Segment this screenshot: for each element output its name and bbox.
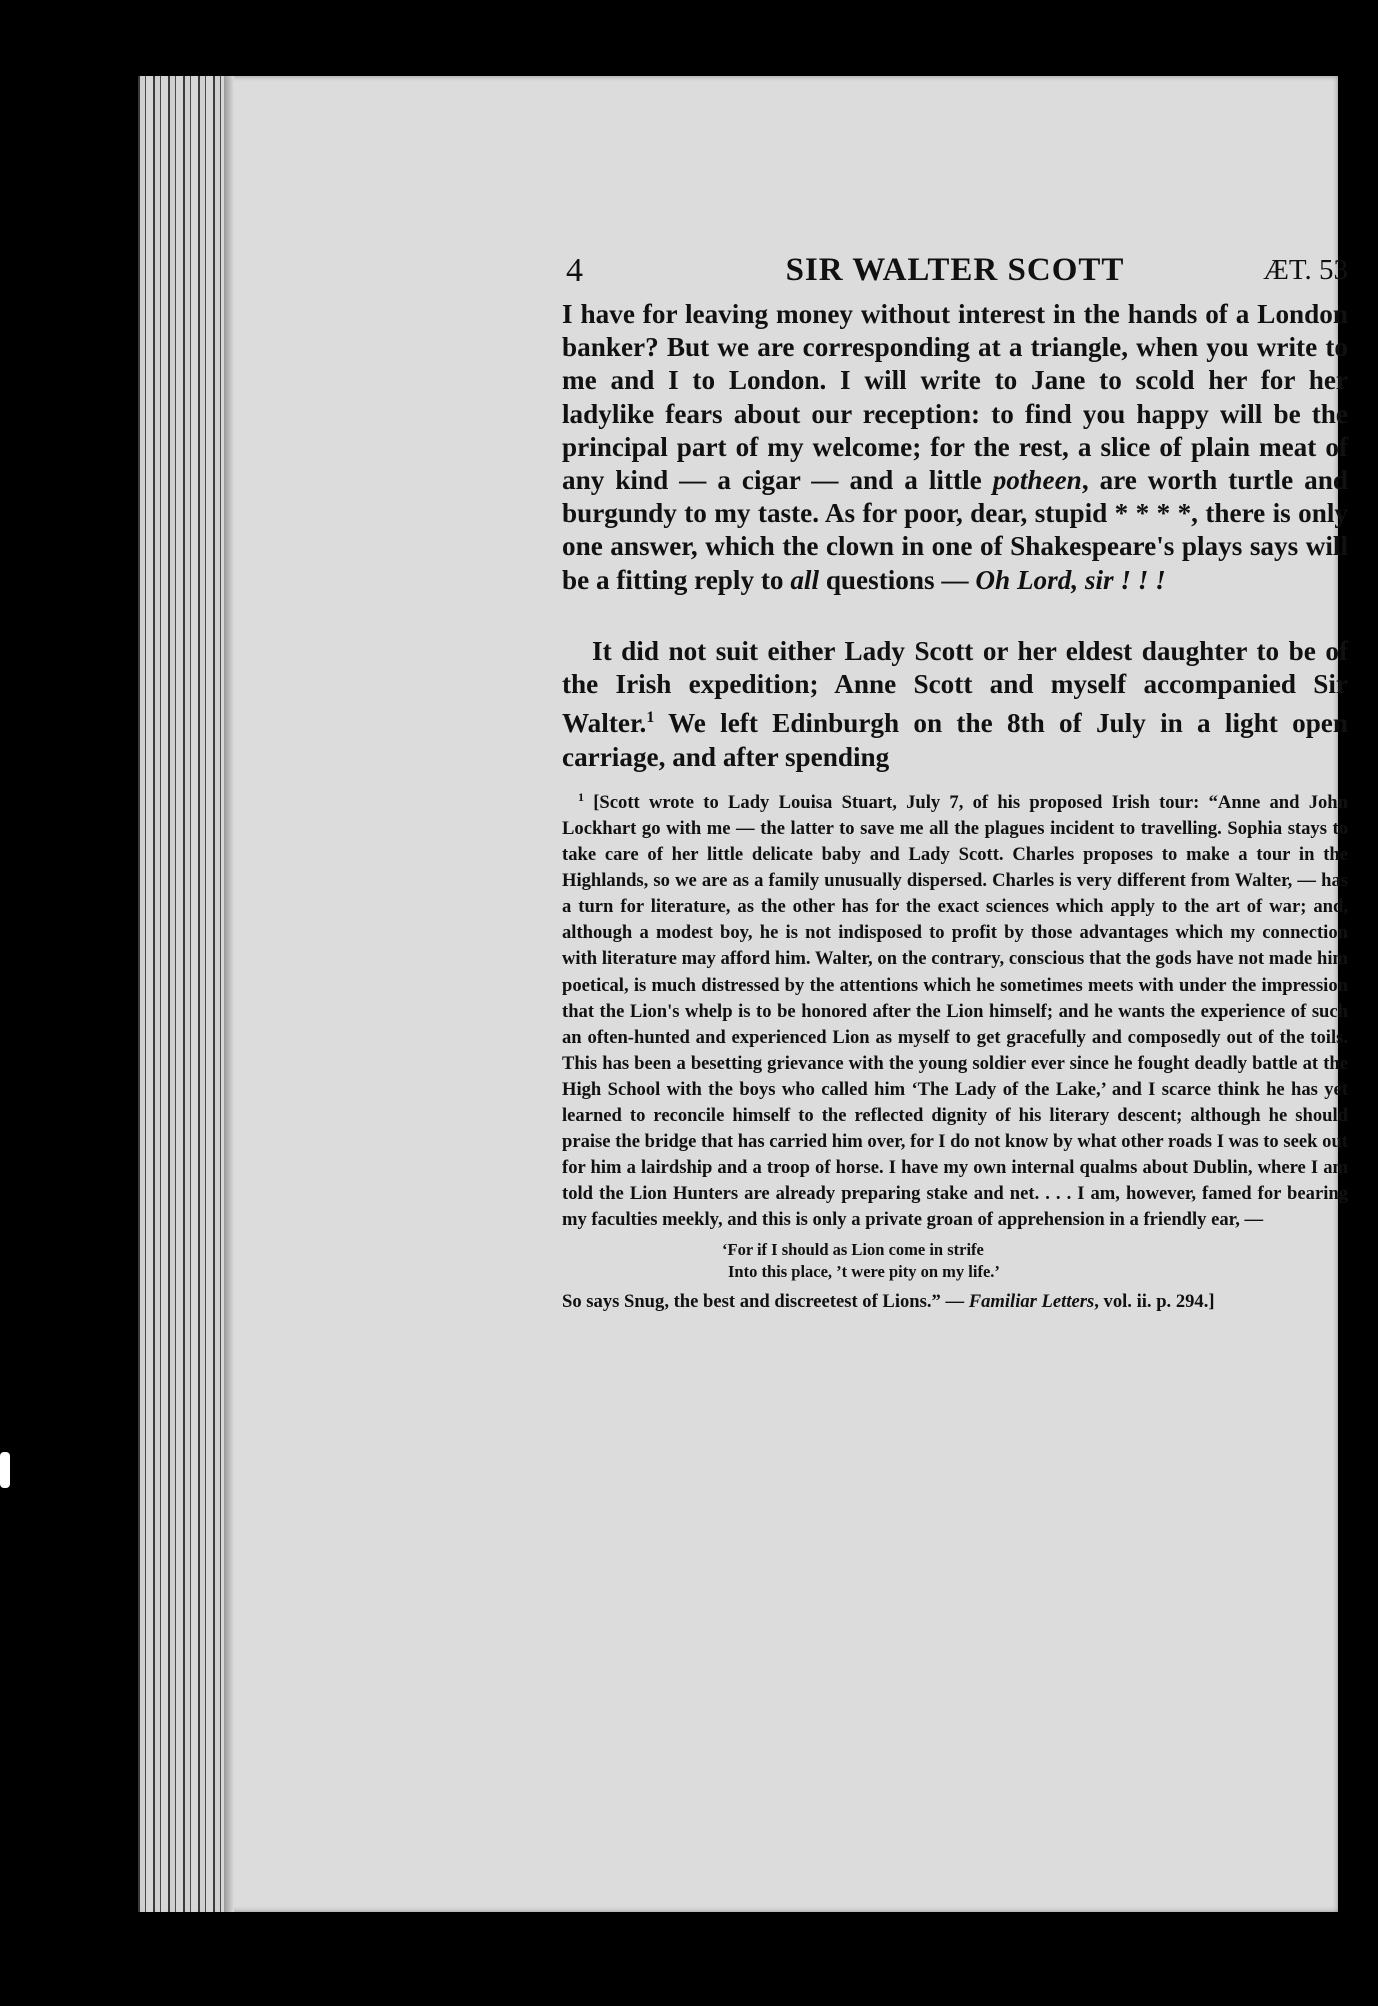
running-title: SIR WALTER SCOTT [785, 252, 1125, 288]
running-head [562, 246, 1348, 298]
age-marker: ÆT. 53 [1263, 254, 1348, 286]
scan-artifact [0, 1452, 10, 1488]
book-binding [138, 76, 224, 1912]
footnote-marker: 1 [578, 789, 584, 804]
letter-italic-all: all [790, 564, 820, 595]
footnote-verse [722, 1239, 1348, 1283]
letter-italic-oh-lord: Oh Lord, sir ! ! ! [975, 564, 1166, 595]
footnote-source-title: Familiar Letters [968, 1291, 1095, 1313]
footnote-text: [Scott wrote to Lady Louisa Stuart, July 7, of his proposed Irish tour: “Anne and John Lockhart go with me — the latter to save me all the plagues incident to travelling. Sophia stays to take care of her little delicate baby and Lady Scott. Charles proposes to make a tour in the Highlands, so we are as a family unusually dispersed. Charles is very different from Walter, — has a turn for literature, as the other has for the exact sciences which apply to the art of war; and, although a modest boy, he is not indisposed to profit by those advantages which my connection with literature may afford him. Walter, on the contrary, conscious that the gods have not made him poetical, is much distressed by the attentions which he sometimes meets with under the impression that the Lion's whelp is to be honored after the Lion himself; and he wants the experience of such an often-hunted and experienced Lion as myself to get gracefully and composedly out of the toils. This has been a besetting grievance with the young soldier ever since he fought deadly battle at the High School with the boys who called him ‘The Lady of the Lake,’ and I scarce think he has yet learned to reconcile himself to the reflected dignity of his literary descent; although he should praise the bridge that has carried him over, for I do not know by what other roads I was to seek out for him a lairdship and a troop of horse. I have my own internal qualms about Dublin, where I am told the Lion Hunters are already preparing stake and net. . . . I am, however, famed for bearing my faculties meekly, and this is only a private groan of apprehension in a friendly ear, — [562, 791, 1348, 1231]
letter-paragraph [562, 298, 1348, 597]
narrative-paragraph [562, 635, 1348, 774]
letter-text-3: questions — [819, 564, 976, 595]
letter-text-1: I have for leaving money without interest in the hands of a London banker? But we are corresponding at a triangle, when you write to me and I to London. I will write to Jane to scold her for her ladylike fears about our reception: to find you happy will be the principal part of my welcome; for the rest, a slice of plain meat of any kind — a cigar — and a little [562, 299, 1348, 496]
page-gutter [224, 76, 234, 1912]
verse-line-1: ‘For if I should as Lion come in strife [722, 1240, 984, 1260]
footnote-citation: , vol. ii. p. 294.] [1094, 1291, 1215, 1313]
letter-text-2: , are worth turtle and burgundy to my taste. As for poor, dear, stupid * * * *, there is only one answer, which the clown in one of Shakespeare's plays says will be a fitting reply to [562, 465, 1348, 595]
footnote-reference: 1 [646, 709, 655, 727]
footnote-close [562, 1289, 1348, 1315]
footnote [562, 784, 1348, 1234]
book-page [138, 76, 1348, 1912]
footnote-close-text: So says Snug, the best and discreetest of Lions.” — [562, 1291, 969, 1313]
narrative-text-2: We left Edinburgh on the 8th of July in a light open carriage, and after spending [562, 708, 1348, 772]
verse-line-2: Into this place, ’t were pity on my life.’ [728, 1262, 1000, 1282]
letter-italic-potheen: potheen [992, 465, 1082, 496]
page-number: 4 [566, 252, 583, 289]
page-text [562, 246, 1348, 1316]
narrative-text-1: It did not suit either Lady Scott or her eldest daughter to be of the Irish expedition; Anne Scott and myself accompanied Sir Walter. [562, 635, 1348, 739]
